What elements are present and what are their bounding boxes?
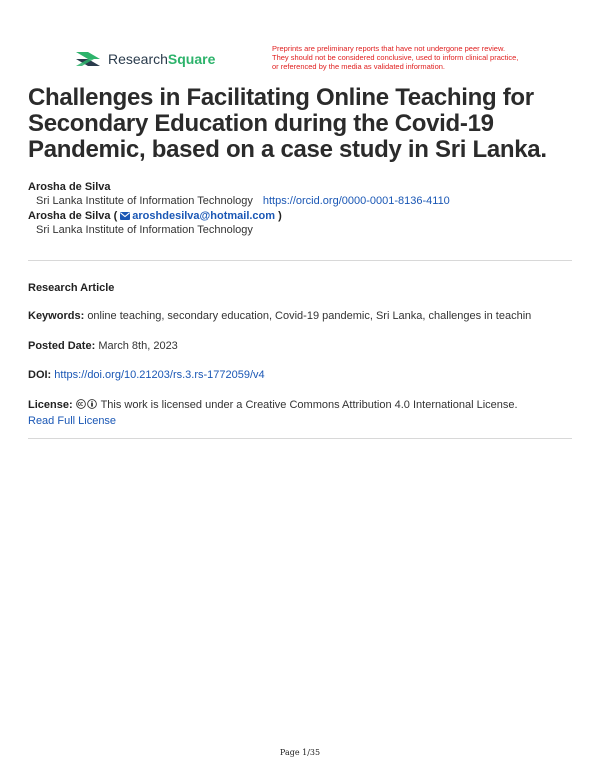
section-divider xyxy=(28,260,572,261)
posted-date-row xyxy=(28,339,588,353)
author-name: Arosha de Silva xyxy=(28,210,111,222)
creative-commons-icon xyxy=(76,399,86,409)
notice-line: or referenced by the media as validated information. xyxy=(272,62,446,71)
posted-date-label: Posted Date: xyxy=(28,340,96,352)
author-email-link[interactable]: aroshdesilva@hotmail.com xyxy=(132,210,276,222)
article-type xyxy=(28,281,588,295)
doi-link[interactable]: https://doi.org/10.21203/rs.3.rs-1772059/v4 xyxy=(54,369,265,381)
research-square-logo-icon xyxy=(74,48,102,70)
doi-label: DOI: xyxy=(28,369,52,381)
keywords-row xyxy=(28,309,588,323)
close-paren: ) xyxy=(278,210,282,222)
article-type-label: Research Article xyxy=(28,282,115,294)
license-row xyxy=(28,398,588,412)
posted-date-value: March 8th, 2023 xyxy=(98,340,178,352)
author-list xyxy=(28,180,572,238)
doi-row xyxy=(28,368,588,382)
keywords-label: Keywords: xyxy=(28,310,85,322)
attribution-icon xyxy=(87,399,97,409)
logo-text xyxy=(108,51,215,67)
notice-line: They should not be considered conclusive, used to inform clinical practice, xyxy=(272,53,519,62)
keywords-value: online teaching, secondary education, Covid-19 pandemic, Sri Lanka, challenges in teachin xyxy=(87,310,532,322)
license-link-row xyxy=(28,414,588,428)
notice-line: Preprints are preliminary reports that have not undergone peer review. xyxy=(272,44,506,53)
page-number: Page 1/35 xyxy=(279,748,321,757)
author-affiliation xyxy=(36,194,572,209)
page-header xyxy=(0,0,600,80)
logo-word-research: Research xyxy=(108,51,168,67)
license-text: This work is licensed under a Creative Commons Attribution 4.0 International License. xyxy=(100,399,518,411)
license-label: License: xyxy=(28,399,73,411)
orcid-link[interactable]: https://orcid.org/0000-0001-8136-4110 xyxy=(262,195,450,207)
preprint-notice xyxy=(272,44,572,71)
author-affiliation: Sri Lanka Institute of Information Technology xyxy=(36,224,253,236)
affiliation-text: Sri Lanka Institute of Information Technology xyxy=(36,195,253,207)
open-paren: ( xyxy=(113,210,118,222)
envelope-icon xyxy=(120,212,130,220)
paper-title: Challenges in Facilitating Online Teaching for Secondary Education during the Covid-19 Pandemic, based on a case study in Sri Lanka. xyxy=(28,84,547,163)
read-full-license-link[interactable]: Read Full License xyxy=(28,415,117,427)
corresponding-author xyxy=(28,209,572,223)
research-square-logo[interactable] xyxy=(74,48,215,70)
author-name: Arosha de Silva xyxy=(28,181,111,193)
logo-word-square: Square xyxy=(167,51,216,67)
section-divider xyxy=(28,438,572,439)
